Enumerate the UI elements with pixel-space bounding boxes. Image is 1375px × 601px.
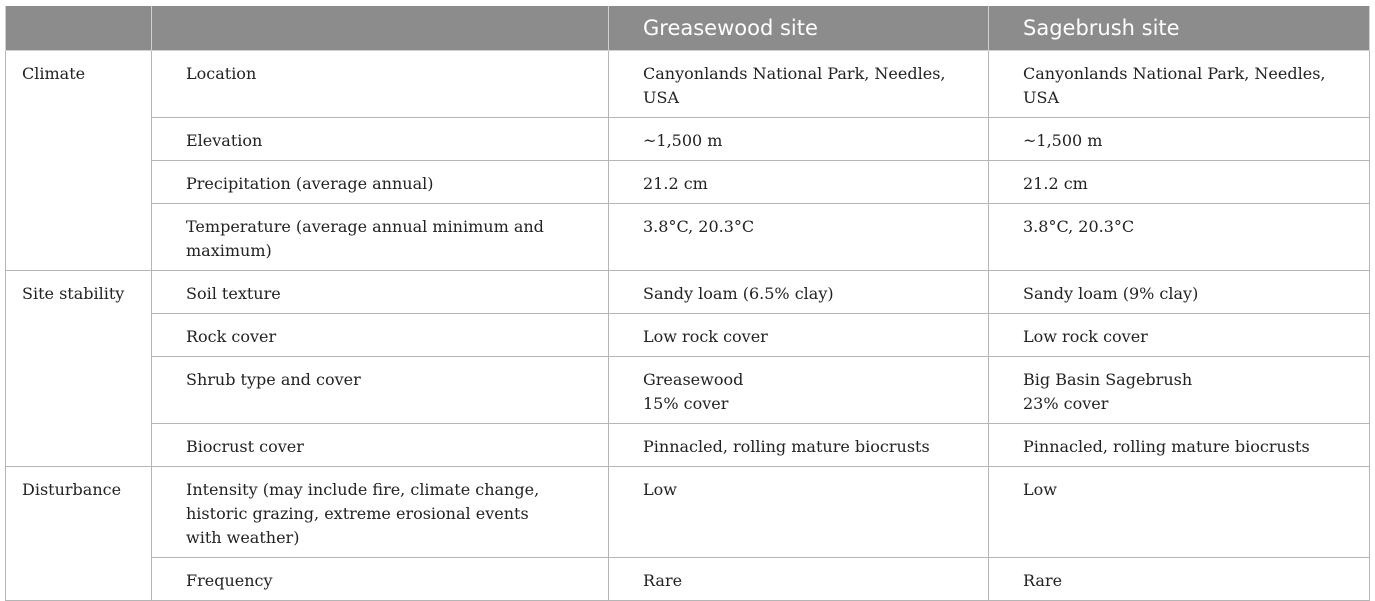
header-row xyxy=(6,6,1370,50)
greasewood-value: Rare xyxy=(609,557,989,600)
greasewood-value: ~1,500 m xyxy=(609,117,989,160)
greasewood-value: Low xyxy=(609,466,989,557)
group-disturbance: Disturbance xyxy=(6,466,152,600)
sagebrush-value xyxy=(989,356,1370,423)
table-row xyxy=(6,313,1370,356)
group-site-stability: Site stability xyxy=(6,270,152,466)
sagebrush-value: Low rock cover xyxy=(989,313,1370,356)
sagebrush-value: Pinnacled, rolling mature biocrusts xyxy=(989,423,1370,466)
header-greasewood-site: Greasewood site xyxy=(609,6,989,50)
row-label: Soil texture xyxy=(152,270,609,313)
table-row xyxy=(6,160,1370,203)
row-label: Intensity (may include fire, climate change, historic grazing, extreme erosional events with weather) xyxy=(152,466,609,557)
table-row xyxy=(6,270,1370,313)
greasewood-value: 21.2 cm xyxy=(609,160,989,203)
row-label: Biocrust cover xyxy=(152,423,609,466)
header-sagebrush-site: Sagebrush site xyxy=(989,6,1370,50)
greasewood-value: Canyonlands National Park, Needles, USA xyxy=(609,50,989,117)
row-label: Temperature (average annual minimum and maximum) xyxy=(152,203,609,270)
row-label: Elevation xyxy=(152,117,609,160)
sagebrush-value: 21.2 cm xyxy=(989,160,1370,203)
table-row xyxy=(6,423,1370,466)
header-variable xyxy=(152,6,609,50)
sagebrush-value: Canyonlands National Park, Needles, USA xyxy=(989,50,1370,117)
table-row xyxy=(6,356,1370,423)
greasewood-value: Low rock cover xyxy=(609,313,989,356)
greasewood-value: 3.8°C, 20.3°C xyxy=(609,203,989,270)
sagebrush-value: Rare xyxy=(989,557,1370,600)
sagebrush-value: Sandy loam (9% clay) xyxy=(989,270,1370,313)
row-label: Shrub type and cover xyxy=(152,356,609,423)
site-comparison-table xyxy=(5,6,1370,601)
row-label: Rock cover xyxy=(152,313,609,356)
table-row xyxy=(6,203,1370,270)
greasewood-value: Pinnacled, rolling mature biocrusts xyxy=(609,423,989,466)
table-row xyxy=(6,466,1370,557)
table-row xyxy=(6,557,1370,600)
group-climate: Climate xyxy=(6,50,152,270)
greasewood-value: Sandy loam (6.5% clay) xyxy=(609,270,989,313)
table-row xyxy=(6,50,1370,117)
sagebrush-value: ~1,500 m xyxy=(989,117,1370,160)
greasewood-shrub-text: Greasewood 15% cover xyxy=(643,369,744,413)
sagebrush-value: Low xyxy=(989,466,1370,557)
table-row xyxy=(6,117,1370,160)
row-label: Location xyxy=(152,50,609,117)
sagebrush-value: 3.8°C, 20.3°C xyxy=(989,203,1370,270)
sagebrush-shrub-text: Big Basin Sagebrush 23% cover xyxy=(1023,369,1193,413)
row-label: Precipitation (average annual) xyxy=(152,160,609,203)
greasewood-value xyxy=(609,356,989,423)
row-label: Frequency xyxy=(152,557,609,600)
header-category xyxy=(6,6,152,50)
